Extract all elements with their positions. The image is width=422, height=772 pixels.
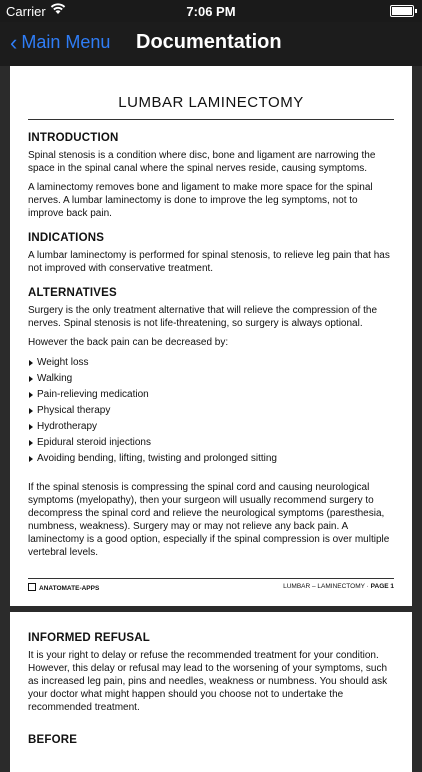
- navigation-bar: [0, 22, 422, 66]
- brand-logo-icon: [28, 583, 36, 591]
- footer-page-info: LUMBAR – LAMINECTOMY · PAGE 1: [283, 583, 394, 590]
- document-title: LUMBAR LAMINECTOMY: [118, 94, 304, 111]
- alternatives-paragraph: Surgery is the only treatment alternative that will relieve the compression of the nerves. Spinal stenosis is not life-threatening, so surgery is always optional.: [28, 305, 378, 329]
- alternatives-list: [28, 355, 394, 467]
- list-item: Epidural steroid injections: [28, 435, 394, 451]
- alternatives-paragraph: However the back pain can be decreased by:: [28, 337, 229, 348]
- section-heading-introduction: INTRODUCTION: [28, 132, 119, 144]
- alternatives-paragraph: If the spinal stenosis is compressing the spinal cord and causing neurological symptoms (myelopathy), then your surgeon will usually recommend surgery to decompress the spinal cord and relieve the neurological symptoms (paresthesia, numbness, weakness). Surgery may or may not relieve any back pain. A laminectomy is a good option, especially if the spinal compression is over multiple vertebral levels.: [28, 482, 390, 558]
- clock: 7:06 PM: [186, 4, 236, 19]
- indications-paragraph: A lumbar laminectomy is performed for spinal stenosis, to relieve leg pain that has not improved with conservative treatment.: [28, 250, 390, 274]
- list-item: Physical therapy: [28, 403, 394, 419]
- chevron-left-icon: ‹: [10, 30, 18, 55]
- informed-refusal-paragraph: It is your right to delay or refuse the recommended treatment for your condition. However, this delay or refusal may lead to the worsening of your symptoms, such as increased leg pain, pins and needles, weakness or numbness. You should ask your doctor what might happen should you choose not to undertake the recommended treatment.: [28, 650, 388, 713]
- list-item: Hydrotherapy: [28, 419, 394, 435]
- footer-brand: ANATOMATE-APPS: [28, 585, 99, 592]
- document-page-1: [10, 66, 412, 606]
- back-button[interactable]: [10, 32, 110, 53]
- battery-icon: [390, 5, 414, 17]
- introduction-paragraph: Spinal stenosis is a condition where disc, bone and ligament are narrowing the space in the spinal canal where the spinal nerves reside, causing symptoms.: [28, 150, 376, 174]
- back-button-label: Main Menu: [21, 32, 111, 52]
- section-heading-alternatives: ALTERNATIVES: [28, 287, 117, 299]
- page-title: Documentation: [136, 31, 282, 53]
- list-item: Walking: [28, 371, 394, 387]
- section-heading-indications: INDICATIONS: [28, 232, 105, 244]
- page-footer: [28, 578, 394, 592]
- title-divider: [28, 119, 394, 120]
- document-page-2: [10, 612, 412, 772]
- section-heading-before: BEFORE: [28, 734, 78, 746]
- list-item: Pain-relieving medication: [28, 387, 394, 403]
- status-bar: [0, 0, 422, 22]
- introduction-paragraph: A laminectomy removes bone and ligament to make more space for the spinal nerves. A lumbar laminectomy is done to improve the leg symptoms, not to improve back pain.: [28, 182, 373, 219]
- carrier-label: Carrier: [6, 4, 46, 19]
- list-item: Avoiding bending, lifting, twisting and prolonged sitting: [28, 451, 394, 467]
- section-heading-informed-refusal: INFORMED REFUSAL: [28, 632, 151, 644]
- list-item: Weight loss: [28, 355, 394, 371]
